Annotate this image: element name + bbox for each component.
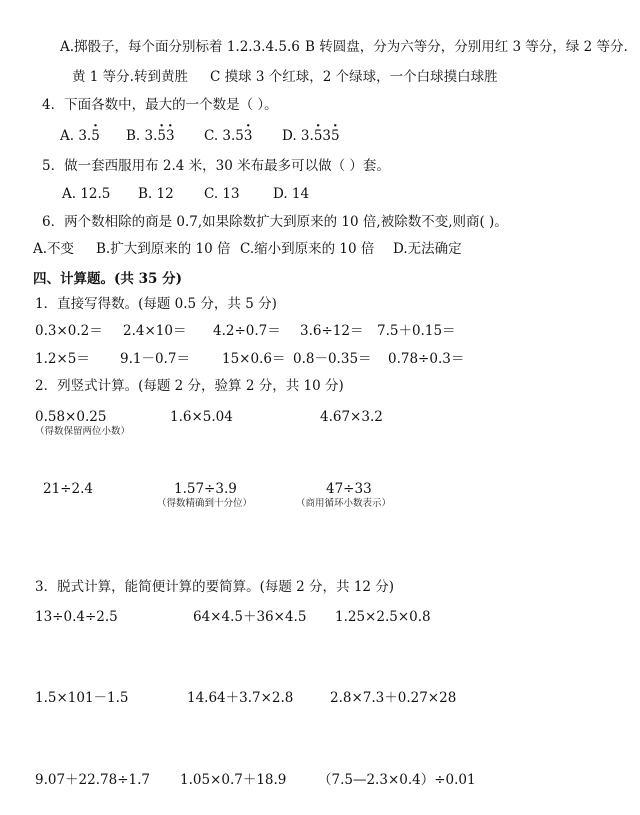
question-4-stem: 4．下面各数中，最大的一个数是（ ）。 [42, 97, 278, 113]
part-2-r2-c1: 21÷2.4 [43, 481, 93, 497]
q4-option-d-digit-2: 3 [322, 128, 331, 144]
q4-option-b-digit-2: · 3 [166, 127, 175, 145]
part-2-r2-c3: 47÷33 [326, 481, 372, 497]
part-3-title: 3．脱式计算，能简便计算的要简算。(每题 2 分，共 12 分) [35, 579, 395, 595]
section-4-title: 四、计算题。(共 35 分) [33, 271, 182, 287]
part-2-note-tenths: （得数精确到十分位） [157, 498, 253, 509]
part-1-r2-c3: 15×0.6＝ [222, 351, 286, 367]
question-6-stem: 6．两个数相除的商是 0.7,如果除数扩大到原来的 10 倍,被除数不变,则商( )。 [42, 214, 508, 230]
part-2-note-two-decimals: （得数保留两位小数） [35, 426, 131, 437]
part-3-r3-c1: 9.07＋22.78÷1.7 [35, 772, 150, 788]
q4-option-b-label: B. 3. [126, 128, 158, 144]
option-b-wheel-cont: 黄 1 等分.转到黄胜 [72, 69, 188, 85]
question-5-option-a: A. 12.5 [62, 186, 111, 202]
q4-option-c-digit: · 3 [244, 127, 253, 145]
question-5-option-c: C. 13 [204, 186, 240, 202]
q4-option-d-digit-1: · 5 [314, 127, 323, 145]
part-1-r1-c1: 0.3×0.2＝ [35, 323, 103, 339]
question-5-option-d: D. 14 [273, 186, 310, 202]
question-6-option-c: C.缩小到原来的 10 倍 [240, 241, 375, 257]
part-1-title: 1．直接写得数。(每题 0.5 分，共 5 分) [35, 296, 277, 312]
q4-option-a-label: A. 3. [60, 128, 92, 144]
option-b-wheel: B 转圆盘，分为六等分，分别用红 3 等分，绿 2 等分. [305, 39, 628, 55]
question-6-option-a: A.不变 [33, 241, 75, 257]
part-3-r1-c2: 64×4.5＋36×4.5 [193, 609, 307, 625]
q4-option-d-label: D. 3. [282, 128, 314, 144]
q4-option-c-label: C. 3.5 [204, 128, 244, 144]
part-1-r1-c4: 3.6÷12＝ [300, 323, 364, 339]
part-2-note-repeating: （商用循环小数表示） [296, 498, 392, 509]
question-4-option-c [204, 127, 253, 145]
part-2-r1-c1: 0.58×0.25 [35, 409, 107, 425]
part-2-title: 2．列竖式计算。(每题 2 分，验算 2 分，共 10 分) [35, 378, 344, 394]
question-4-option-a [60, 127, 100, 145]
q4-option-d-digit-3: · 5 [331, 127, 340, 145]
question-4-option-b [126, 127, 175, 145]
part-3-r2-c2: 14.64＋3.7×2.8 [187, 690, 294, 706]
part-2-r1-c3: 4.67×3.2 [320, 409, 383, 425]
question-5-option-b: B. 12 [138, 186, 174, 202]
option-c-balls: C 摸球 3 个红球，2 个绿球，一个白球摸白球胜 [210, 69, 498, 85]
part-1-r1-c2: 2.4×10＝ [123, 323, 187, 339]
q4-option-b-digit-1: · 5 [157, 127, 166, 145]
part-3-r2-c3: 2.8×7.3＋0.27×28 [330, 690, 457, 706]
part-3-r1-c1: 13÷0.4÷2.5 [35, 609, 118, 625]
part-3-r3-c2: 1.05×0.7＋18.9 [180, 772, 287, 788]
part-2-r2-c2: 1.57÷3.9 [174, 481, 237, 497]
question-4-option-d [282, 127, 340, 145]
part-1-r2-c4: 0.8－0.35＝ [293, 351, 372, 367]
part-1-r2-c1: 1.2×5＝ [35, 351, 90, 367]
question-5-stem: 5．做一套西服用布 2.4 米，30 米布最多可以做（ ）套。 [42, 158, 390, 174]
part-1-r1-c5: 7.5＋0.15＝ [377, 323, 456, 339]
part-1-r2-c5: 0.78÷0.3＝ [388, 351, 465, 367]
question-6-option-b: B.扩大到原来的 10 倍 [96, 241, 231, 257]
option-a-dice: A.掷骰子，每个面分别标着 1.2.3.4.5.6 [60, 39, 300, 55]
part-1-r1-c3: 4.2÷0.7＝ [213, 323, 281, 339]
part-3-r2-c1: 1.5×101－1.5 [35, 690, 129, 706]
part-1-r2-c2: 9.1－0.7＝ [120, 351, 190, 367]
q4-option-a-digit: · 5 [91, 127, 100, 145]
part-2-r1-c2: 1.6×5.04 [170, 409, 233, 425]
part-3-r3-c3: （7.5—2.3×0.4）÷0.01 [318, 772, 476, 788]
question-6-option-d: D.无法确定 [393, 241, 462, 257]
part-3-r1-c3: 1.25×2.5×0.8 [335, 609, 431, 625]
